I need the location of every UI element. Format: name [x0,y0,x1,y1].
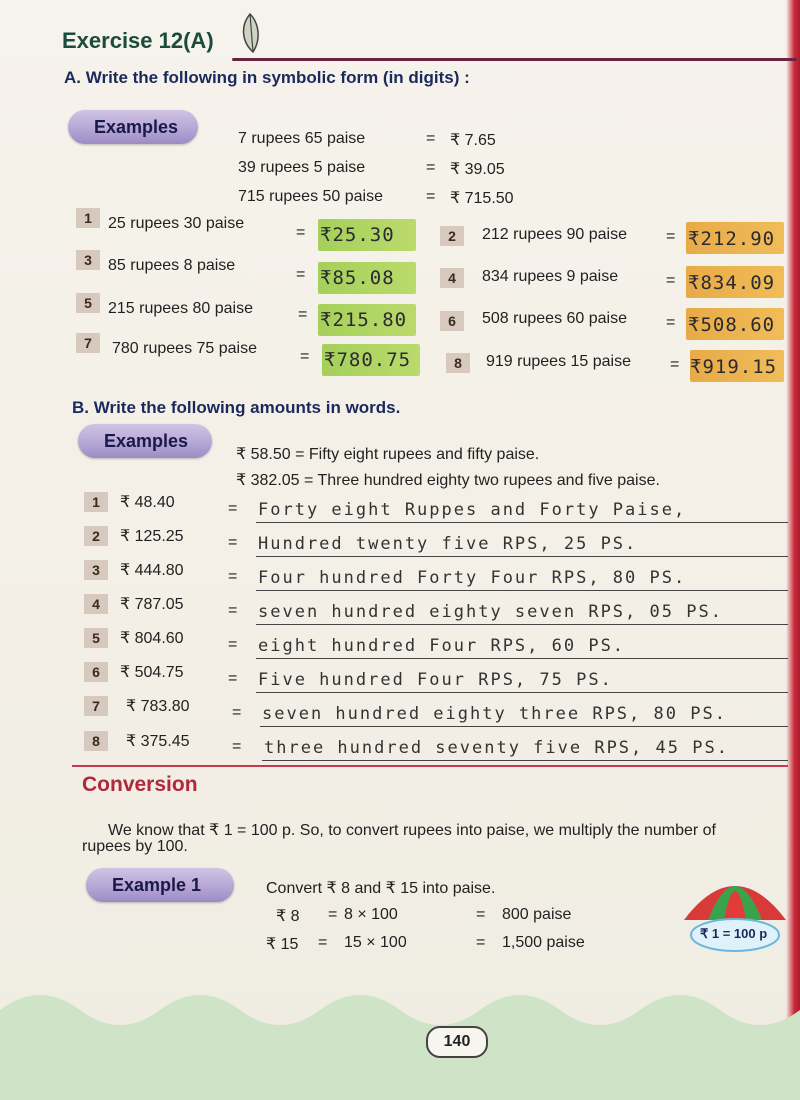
question-b-eq: = [228,636,238,653]
example-b-1: ₹ 58.50 = Fifty eight rupees and fifty paise. [236,446,540,463]
question-a-number: 1 [76,208,100,228]
question-a-text: 508 rupees 60 paise [482,310,627,327]
handwritten-words: Forty eight Ruppes and Forty Paise, [258,500,687,520]
question-b-eq: = [232,704,242,721]
question-a-eq: = [666,228,676,245]
conversion-row-lhs: ₹ 15 [266,936,299,953]
question-b-number: 1 [84,492,108,512]
conversion-paragraph-line2: rupees by 100. [82,838,188,855]
question-a-eq: = [296,266,306,283]
answer-line [256,624,788,625]
question-b-eq: = [228,670,238,687]
question-a-number: 4 [440,268,464,288]
question-b-amount: ₹ 48.40 [120,494,175,511]
question-b-number: 3 [84,560,108,580]
handwritten-words: Hundred twenty five RPS, 25 PS. [258,534,638,554]
question-b-number: 4 [84,594,108,614]
conversion-row-calc: 8 × 100 [344,906,398,923]
example-1-title: Convert ₹ 8 and ₹ 15 into paise. [266,880,496,897]
question-a-eq: = [298,306,308,323]
question-a-eq: = [666,314,676,331]
handwritten-words: eight hundred Four RPS, 60 PS. [258,636,626,656]
conversion-row-result: 1,500 paise [502,934,585,951]
example-a-2-words: 39 rupees 5 paise [238,159,366,176]
question-b-number: 5 [84,628,108,648]
example-a-3-eq: = [426,188,436,205]
question-a-number: 8 [446,353,470,373]
question-a-text: 25 rupees 30 paise [108,215,245,232]
question-b-eq: = [228,534,238,551]
answer-line [262,760,788,761]
question-a-text: 215 rupees 80 paise [108,300,253,317]
handwritten-words: seven hundred eighty three RPS, 80 PS. [262,704,727,724]
section-divider [72,765,788,767]
question-b-eq: = [228,602,238,619]
conversion-paragraph-line1: We know that ₹ 1 = 100 p. So, to convert rupees into paise, we multiply the number of [108,822,716,839]
example-a-2-eq: = [426,159,436,176]
handwritten-words: Five hundred Four RPS, 75 PS. [258,670,613,690]
question-a-text: 919 rupees 15 paise [486,353,631,370]
example-a-2-value: ₹ 39.05 [450,161,505,178]
handwritten-words: Four hundred Forty Four RPS, 80 PS. [258,568,687,588]
question-a-text: 85 rupees 8 paise [108,257,236,274]
umbrella-note: ₹ 1 = 100 p [700,926,768,941]
conversion-row-eq: = [476,934,486,951]
answer-line [256,556,788,557]
example-a-1-words: 7 rupees 65 paise [238,130,366,147]
conversion-heading: Conversion [82,773,198,796]
question-b-eq: = [228,568,238,585]
question-a-text: 212 rupees 90 paise [482,226,627,243]
answer-line [256,590,788,591]
question-b-number: 8 [84,731,108,751]
footer-wave [0,980,800,1100]
conversion-row-eq: = [476,906,486,923]
question-a-number: 3 [76,250,100,270]
conversion-row-calc: 15 × 100 [344,934,407,951]
question-b-number: 2 [84,526,108,546]
question-b-amount: ₹ 783.80 [126,698,190,715]
question-b-amount: ₹ 375.45 [126,733,190,750]
question-b-amount: ₹ 444.80 [120,562,184,579]
question-b-eq: = [232,738,242,755]
handwritten-answer: ₹780.75 [324,349,412,371]
example-a-1-value: ₹ 7.65 [450,132,496,149]
handwritten-answer: ₹212.90 [688,228,776,250]
answer-line [260,726,788,727]
example-a-3-words: 715 rupees 50 paise [238,188,383,205]
title-underline [232,58,797,61]
conversion-row-lhs: ₹ 8 [276,908,300,925]
handwritten-words: three hundred seventy five RPS, 45 PS. [264,738,729,758]
question-a-number: 6 [440,311,464,331]
handwritten-answer: ₹215.80 [320,309,408,331]
leaf-icon [236,8,270,54]
question-a-number: 2 [440,226,464,246]
handwritten-words: seven hundred eighty seven RPS, 05 PS. [258,602,723,622]
question-a-eq: = [300,348,310,365]
question-a-text: 780 rupees 75 paise [112,340,257,357]
question-b-number: 6 [84,662,108,682]
handwritten-answer: ₹834.09 [688,272,776,294]
example-a-3-value: ₹ 715.50 [450,190,514,207]
exercise-title: Exercise 12(A) [62,28,214,53]
handwritten-answer: ₹85.08 [320,267,395,289]
conversion-row-eq: = [328,906,338,923]
answer-line [256,692,788,693]
question-a-eq: = [296,224,306,241]
question-b-amount: ₹ 804.60 [120,630,184,647]
example-1-pill: Example 1 [86,868,234,902]
umbrella-icon [680,862,790,957]
question-b-amount: ₹ 787.05 [120,596,184,613]
handwritten-answer: ₹508.60 [688,314,776,336]
question-b-amount: ₹ 504.75 [120,664,184,681]
page-number: 140 [426,1026,488,1058]
examples-pill-b: Examples [78,424,212,458]
question-a-text: 834 rupees 9 paise [482,268,619,285]
section-b-heading: B. Write the following amounts in words. [72,398,401,417]
conversion-row-eq: = [318,934,328,951]
example-b-2: ₹ 382.05 = Three hundred eighty two rupees and five paise. [236,472,660,489]
handwritten-answer: ₹919.15 [690,356,778,378]
question-a-number: 7 [76,333,100,353]
handwritten-answer: ₹25.30 [320,224,395,246]
answer-line [256,658,788,659]
question-a-eq: = [666,272,676,289]
answer-line [256,522,788,523]
conversion-row-result: 800 paise [502,906,572,923]
question-a-number: 5 [76,293,100,313]
question-b-amount: ₹ 125.25 [120,528,184,545]
examples-pill-a: Examples [68,110,198,144]
question-a-eq: = [670,356,680,373]
question-b-number: 7 [84,696,108,716]
question-b-eq: = [228,500,238,517]
section-a-heading: A. Write the following in symbolic form (in digits) : [64,68,470,87]
example-a-1-eq: = [426,130,436,147]
